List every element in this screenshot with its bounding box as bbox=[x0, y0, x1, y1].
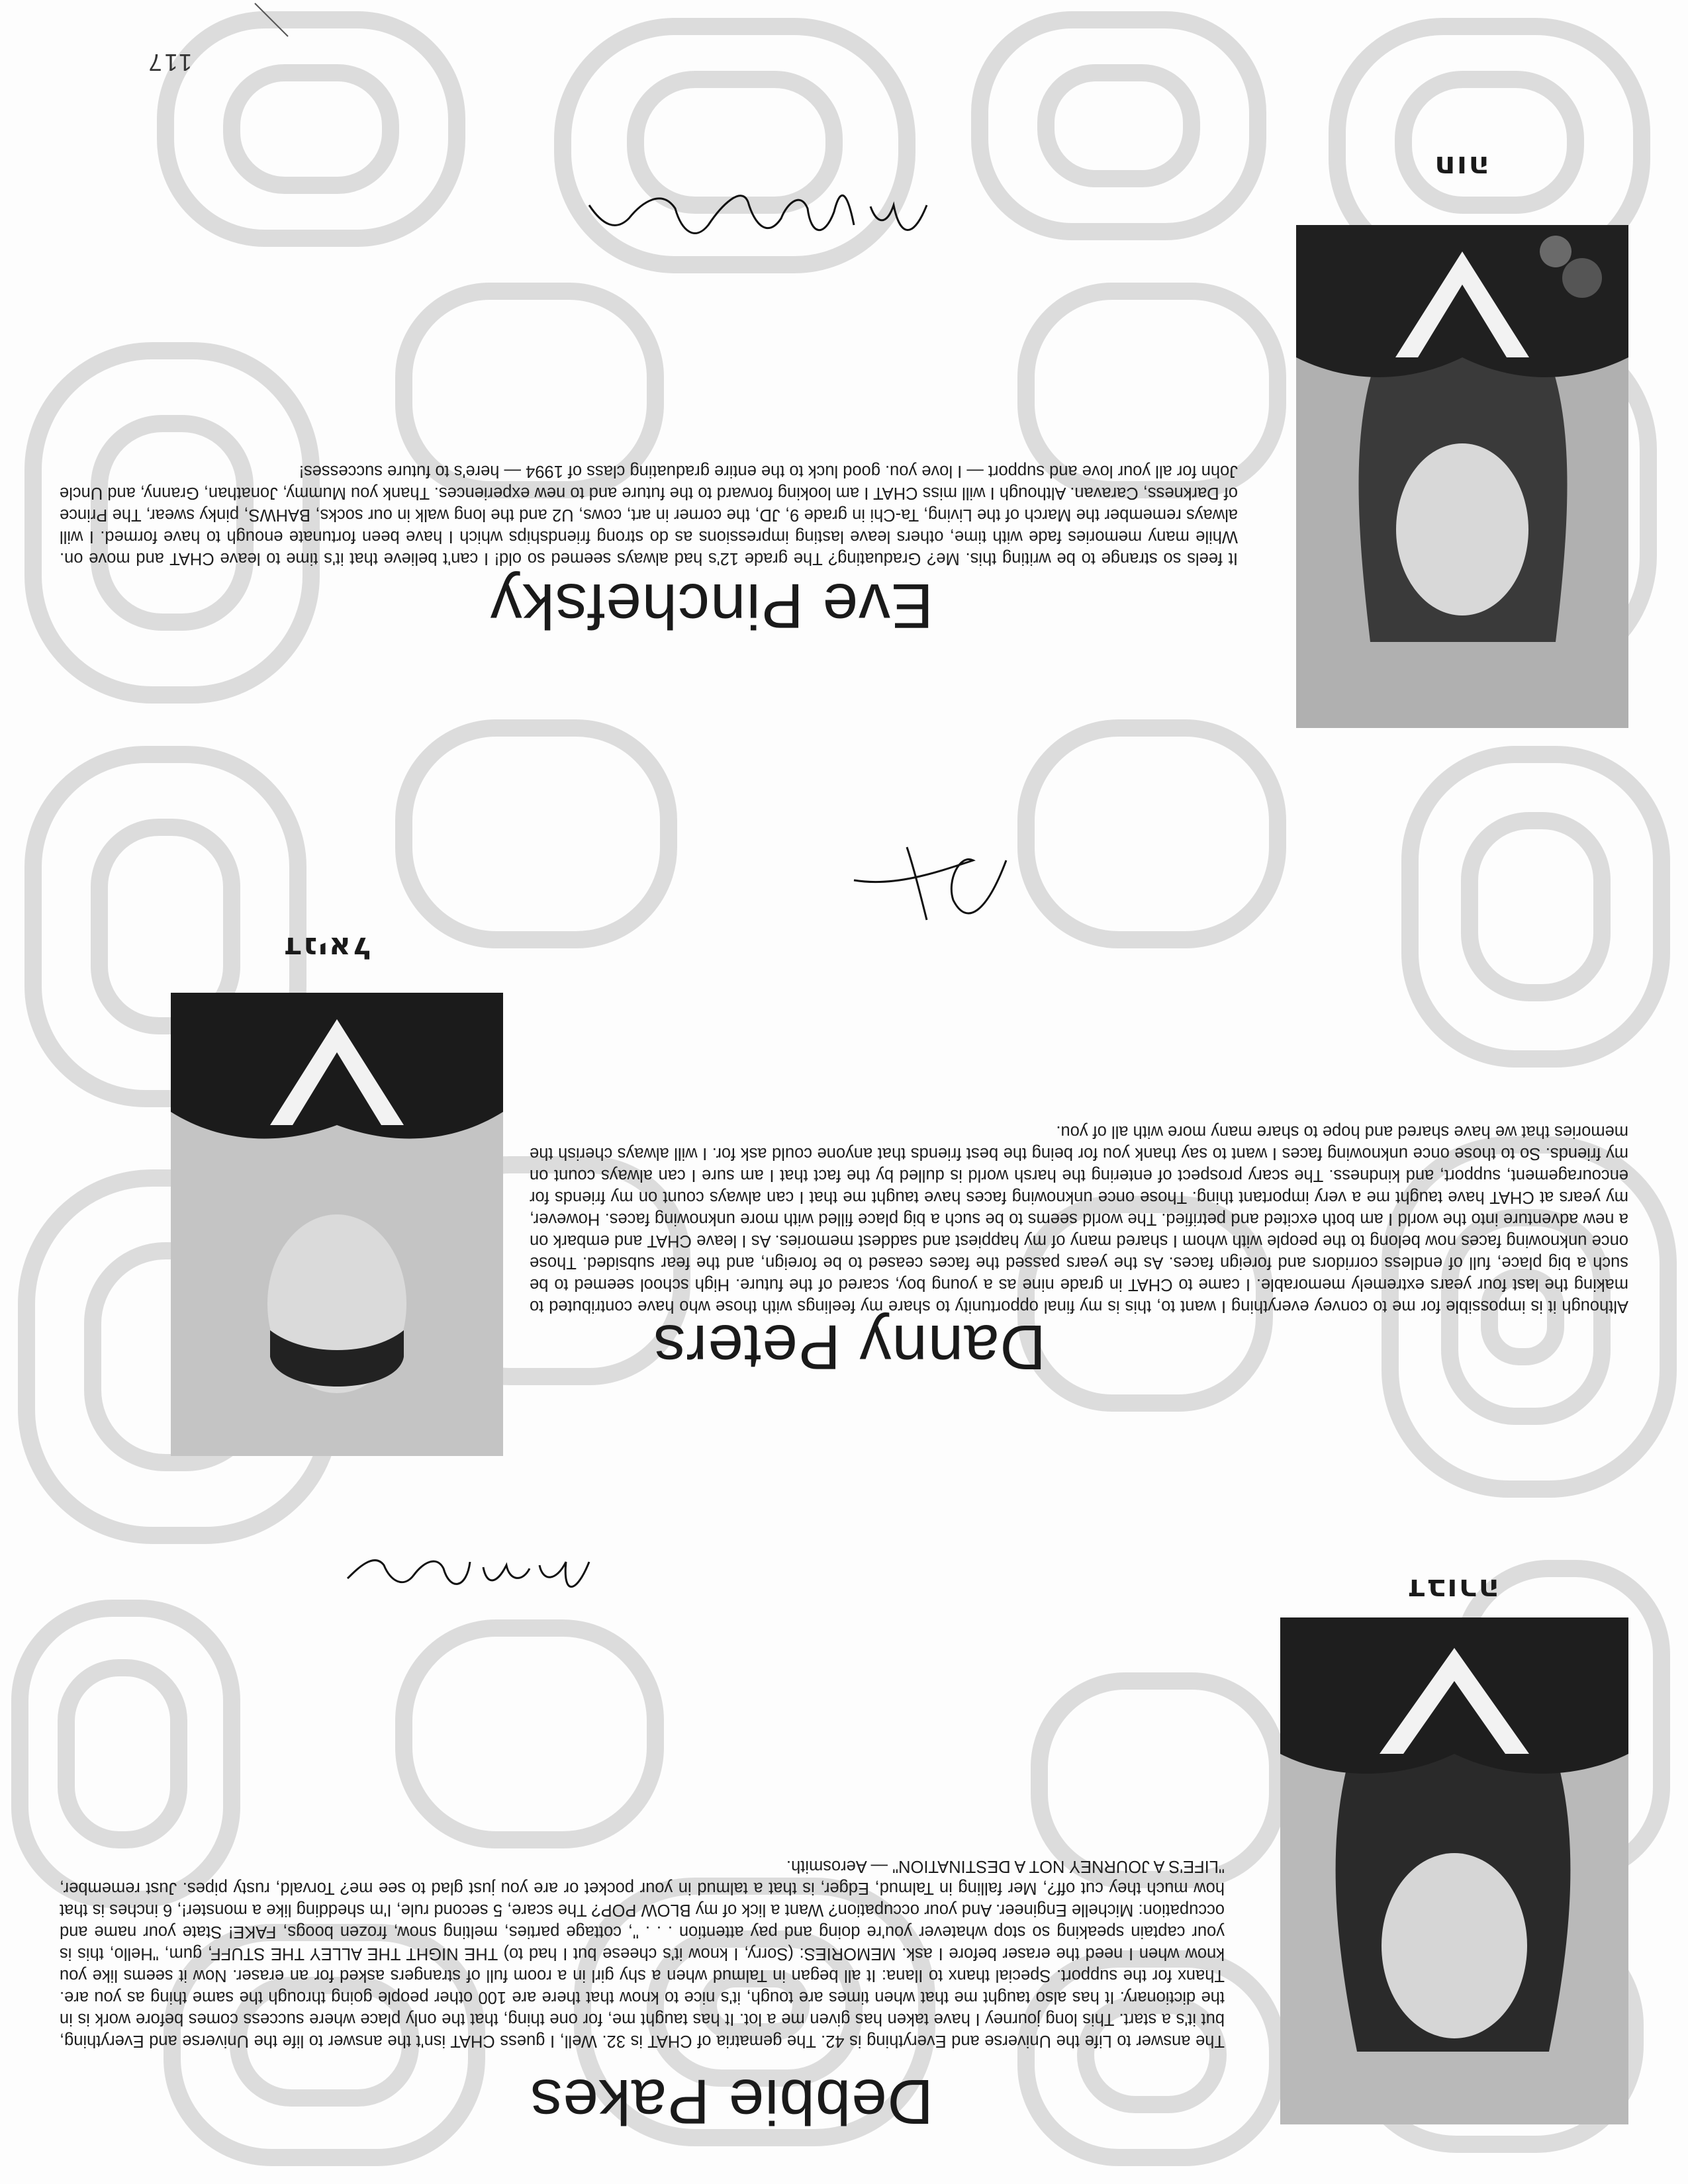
corner-scan-mark bbox=[252, 0, 291, 40]
student-photo-eve bbox=[1296, 225, 1628, 728]
student-name-eve: Eve Pinchefsky bbox=[489, 570, 933, 641]
signature-eve bbox=[569, 172, 940, 265]
signature-debbie bbox=[338, 1542, 602, 1608]
student-bio-eve: It feels so strange to be writing this. Me? Graduating? The grade 12's had always seemed so old! I can't believe that it's time to leave CHAT and move on. While many memories fade with time, others leave lasting impressions as do strong friendships which I have been fortunate enough to have formed. I will always remember the March of the Living, Ta-Chi in grade 9, JD, the corner in art, cows, U2 and the long walk in our socks, BAHWS, pinky swear, The Prince of Darkness, Caravan. Although I will miss CHAT I am looking forward to the future and to new experiences. Thank you Mummy, Jonathan, Granny, and Uncle John for all your love and support — I love you. good luck to the entire graduating class of 1994 — here's to future successes! bbox=[60, 462, 1238, 568]
student-photo-danny bbox=[171, 993, 503, 1456]
hebrew-name-eve: חוה bbox=[1433, 150, 1489, 185]
portrait-graphic bbox=[1296, 225, 1628, 728]
portrait-graphic bbox=[171, 993, 503, 1456]
student-name-debbie: Debbie Pakes bbox=[530, 2066, 933, 2137]
hebrew-name-debbie: דבורה bbox=[1406, 1572, 1499, 1608]
page-number: 117 bbox=[146, 49, 192, 76]
student-bio-danny: Although it is impossible for me to convey everything I want to, this is my final opportunity to share my feelings with those who have contributed to making the last four years extremely memorable. I came to CHAT in grade nine as a young boy, scared of the future. High school seemed to be such a big place, full of endless corridors and foreign faces. As the years passed the faces ceased to be foreign, and the fear subsided. Those once unknowing faces now belong to the people with whom I shared many of my happiest and saddest memories. As I leave CHAT and embark on a new adventure into the world I am both excited and petrified. The world seems to be such a big place filled with more unknowing faces. However, my years at CHAT have taught me a very important thing. Those once unknowing faces have taught me that I can always count on my friends for encouragement, support, and kindness. The scary prospect of entering the harsh world is dulled by the fact that I am sure I can always count on my friends. So to those once unknowing faces I want to say thank you for being the best friends that anyone could ask for. I will always cherish the memories that we have shared and hope to share many more with all of you. bbox=[530, 1122, 1628, 1316]
student-bio-debbie: The answer to Life the Universe and Everything is 42. The gematria of CHAT is 32. Well, I guess CHAT isn't the answer to life the Universe and Everything, but it's a start. This long journey I have taken has given me a lot. It has taught me, for one thing, that the only place where success comes before work is in the dictionary. It has also taught me that when times are tough, it's nice to know that there are 100 other people going through the same thing as you are. Thanx for the support. Special thanx to Ilana: It all began in Talmud when a shy girl in a room full of strangers asked for an eraser. Now it seems like you know when I need the eraser before I ask. MEMORIES: (Sorry, I know it's cheese but I had to) THE NIGHT THE ALLEY THE STUFF, gum, "Hello, this is your captain speaking so stop whatever you're doing and pay attention . . . ", cottage parties, melting snow, frozen boogs, FAKE! State your name and occupation: Michelle Engineer. And your occupation? Want a lick of my BLOW POP? The scare, 5 second rule, I'm shedding like a monster!, 6 inches is that how much they cut off?, Mer falling in Talmud, Edger, is that a talmud in your pocket or are you just glad to see me? Torvald, rusty pipes. Just remember, "LIFE'S A JOURNEY NOT A DESTINATION" — Aerosmith. bbox=[60, 1857, 1225, 2050]
student-photo-debbie bbox=[1280, 1617, 1628, 2124]
hebrew-name-danny: דניאל bbox=[283, 931, 371, 966]
signature-danny bbox=[827, 834, 1026, 940]
student-name-danny: Danny Peters bbox=[653, 1312, 1046, 1383]
portrait-graphic bbox=[1280, 1617, 1628, 2124]
